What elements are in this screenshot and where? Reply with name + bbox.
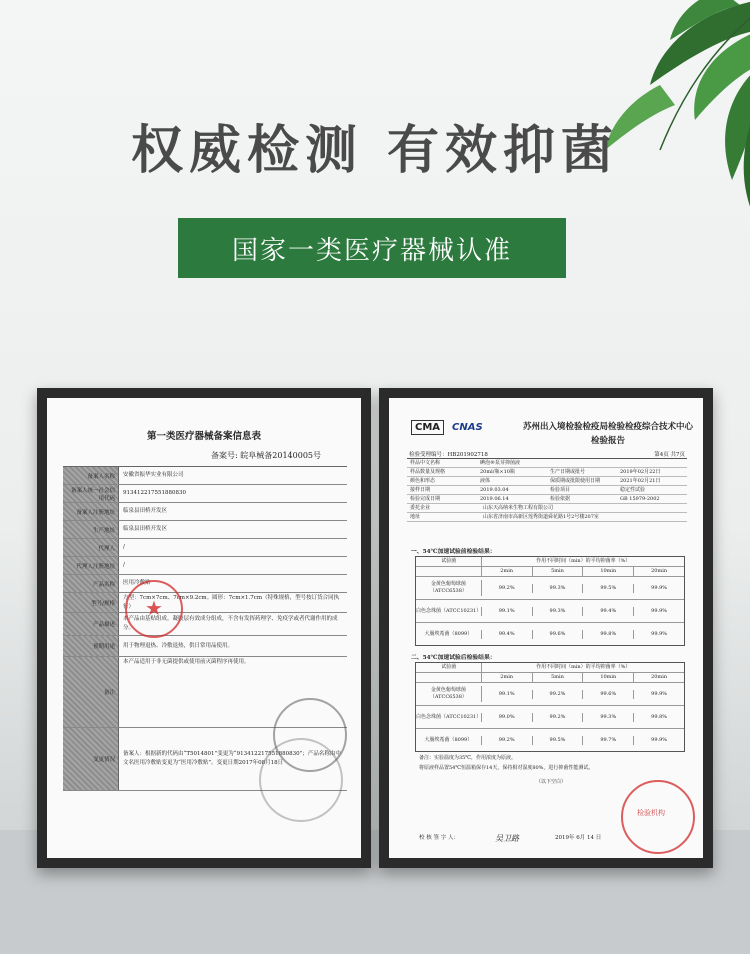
table-row: 样品中文名称 碘泡®泵芽抑菌液 bbox=[407, 459, 687, 468]
table-header-row: 试验菌 作用不同时间（min）的平均抑菌率（%） bbox=[416, 557, 684, 567]
record-number-label: 备案号: bbox=[211, 451, 238, 460]
table-row: 预期用途 用于物理退热、冷敷退热，供日常用品使用。 bbox=[63, 636, 347, 657]
table-row: 大肠埃希菌（8099） 99.4% 99.6% 99.8% 99.9% bbox=[416, 623, 684, 645]
accept-number: 检验受理编号：HB201902718 bbox=[409, 452, 488, 458]
table-row: 型号/规格 方型：7cm×7cm、7cm×9.2cm。圆形：7cm×1.7cm（特殊规格，型号按订货合同执行） bbox=[63, 593, 347, 613]
table-row: 白色念珠菌（ATCC10231） 99.0% 99.2% 99.3% 99.8% bbox=[416, 706, 684, 729]
results-table-before bbox=[415, 556, 685, 646]
table-header-row: 试验菌 作用不同时间（min）的平均抑菌率（%） bbox=[416, 663, 684, 673]
report-logos bbox=[411, 420, 483, 435]
table-row: 样品数量及规格 20ml/瓶×10瓶 生产日期或批号 2019年02月22日 bbox=[407, 468, 687, 477]
record-number bbox=[211, 450, 321, 461]
table-header-row: 2min 5min 10min 20min bbox=[416, 567, 684, 577]
table-row: 委托企业 山东天高纳米生物工程有限公司 bbox=[407, 504, 687, 513]
table-row: 变更情况 备案人：根据新的代码由“T5014801”变更为“913412217551880830”；产品名称由中文名医用冷敷贴变更为“医用冷敷贴”。变更日期2017年08月18日 bbox=[63, 728, 347, 791]
table-row: 金黄色葡萄球菌（ATCC6538） 99.1% 99.2% 99.6% 99.9% bbox=[416, 683, 684, 706]
headline: 权威检测 有效抑菌 bbox=[130, 121, 620, 181]
sample-info-table bbox=[407, 458, 687, 522]
table-row: 检验完成日期 2019.06.14 检验依据 GB 15979-2002 bbox=[407, 495, 687, 504]
table-row: 金黄色葡萄球菌（ATCC6538） 99.2% 99.3% 99.5% 99.9% bbox=[416, 577, 684, 600]
section-after-test: 二、54℃加速试验后检验结果： bbox=[411, 655, 496, 661]
table-row: 备案人名称 安徽省振华实业有限公司 bbox=[63, 467, 347, 485]
section-before-test: 一、54℃加速试验前检验结果： bbox=[411, 549, 496, 555]
table-header-row: 2min 5min 10min 20min bbox=[416, 673, 684, 683]
report-note: 备注：实验温度为35℃，作用浓度为原液。 bbox=[419, 755, 516, 761]
table-row: 备注 本产品适用于非无菌提供或使用前灭菌程序再使用。 bbox=[63, 657, 347, 728]
table-row: 备案人统一社会信用代码 913412217551880830 bbox=[63, 485, 347, 503]
report-organization: 苏州出入境检验检疫局检验检疫综合技术中心 bbox=[522, 422, 693, 432]
table-row: 产品名称 医用冷敷贴 bbox=[63, 575, 347, 593]
table-row: 颜色和形态 液体 保质期或批限使用日期 2021年02月21日 bbox=[407, 477, 687, 486]
grey-seal-stamp bbox=[259, 738, 343, 822]
report-note-blank: （以下空白） bbox=[535, 779, 566, 785]
red-seal-stamp: ★ bbox=[125, 580, 183, 638]
report-title: 检验报告 bbox=[590, 436, 625, 446]
table-row: 白色念珠菌（ATCC10231） 99.1% 99.3% 99.4% 99.9% bbox=[416, 600, 684, 623]
inspection-report bbox=[389, 398, 703, 858]
cnas-logo: CNAS bbox=[452, 422, 483, 433]
record-certificate-frame bbox=[37, 388, 371, 868]
table-row: 代理人 / bbox=[63, 539, 347, 557]
cma-logo: CMA bbox=[411, 420, 444, 435]
red-seal-stamp: 检验机构 bbox=[621, 780, 695, 854]
table-row: 地址 山东省济南市高新区莲秀街道舜花路1号2号楼207室 bbox=[407, 513, 687, 522]
results-table-after bbox=[415, 662, 685, 752]
report-note: 将原液样品置54℃恒温箱保存14天，保持相对湿度80%，进行抑菌性能测试。 bbox=[419, 765, 594, 771]
page-number: 第4页 共7页 bbox=[654, 452, 685, 458]
record-certificate bbox=[47, 398, 361, 858]
table-row: 大肠埃希菌（8099） 99.2% 99.5% 99.7% 99.9% bbox=[416, 729, 684, 751]
table-row: 产品描述 本产品由基贴组成。凝胶层有效成分组成，不含有发挥药理学、免疫学或者代谢作用的成分。 bbox=[63, 613, 347, 636]
table-row: 代理人注册地址 / bbox=[63, 557, 347, 575]
record-title: 第一类医疗器械备案信息表 bbox=[146, 431, 261, 442]
table-row: 生产地址 临泉县田桥开发区 bbox=[63, 521, 347, 539]
signature-line: 校 核 签 字 人： 吴卫路 2019年 6月 14 日 bbox=[419, 834, 602, 843]
inspection-report-frame bbox=[379, 388, 713, 868]
signature: 吴卫路 bbox=[495, 834, 519, 843]
table-row: 接样日期 2019.03.04 检验项目 稳定性试验 bbox=[407, 486, 687, 495]
table-row: 备案人注册地址 临泉县田桥开发区 bbox=[63, 503, 347, 521]
record-number-value: 皖阜械备20140005号 bbox=[240, 451, 321, 460]
certification-banner: 国家一类医疗器械认准 bbox=[178, 218, 566, 278]
